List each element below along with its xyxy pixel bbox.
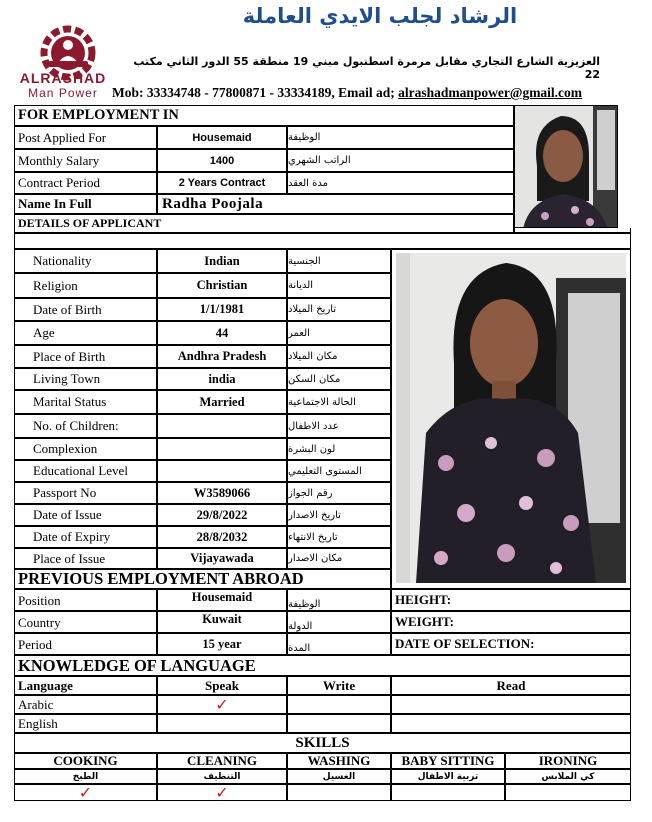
place-of-issue-label: Place of Issue (14, 548, 157, 569)
skill-baby-sitting-check-cell (391, 784, 505, 801)
children-value (157, 414, 287, 438)
skill-ironing-label: IRONING (505, 753, 631, 769)
marital-status-label: Marital Status (14, 390, 157, 414)
period-label: Period (14, 633, 157, 655)
education-arabic: المستوى التعليمي (287, 460, 391, 482)
period-value: 15 year (157, 633, 287, 655)
section-previous-employment: PREVIOUS EMPLOYMENT ABROAD (14, 569, 391, 589)
living-town-value: india (157, 368, 287, 390)
post-applied-value: Housemaid (157, 126, 287, 149)
height-field: HEIGHT: (391, 589, 631, 611)
place-of-issue-arabic: مكان الاصدار (287, 548, 391, 569)
marital-status-arabic: الحالة الاجتماعية (287, 390, 391, 414)
complexion-arabic: لون البشرة (287, 438, 391, 460)
section-details-of-applicant: DETAILS OF APPLICANT (14, 214, 514, 233)
section-skills: SKILLS (14, 733, 631, 753)
religion-value: Christian (157, 273, 287, 298)
portrait-small-image (515, 106, 618, 228)
education-label: Educational Level (14, 460, 157, 482)
nationality-label: Nationality (14, 249, 157, 273)
children-label: No. of Children: (14, 414, 157, 438)
religion-label: Religion (14, 273, 157, 298)
skill-ironing-check-cell (505, 784, 631, 801)
date-of-issue-arabic: تاريخ الاصدار (287, 504, 391, 526)
skill-washing-check-cell (287, 784, 391, 801)
portrait-large-image (396, 253, 626, 583)
marital-status-value: Married (157, 390, 287, 414)
country-arabic: الدولة (287, 611, 391, 633)
nationality-arabic: الجنسية (287, 249, 391, 273)
write-col-header: Write (287, 676, 391, 695)
contract-period-value: 2 Years Contract (157, 172, 287, 194)
age-label: Age (14, 321, 157, 345)
position-value: Housemaid (157, 589, 287, 611)
language-english-label: English (14, 714, 157, 733)
skill-cooking-label: COOKING (14, 753, 157, 769)
monthly-salary-label: Monthly Salary (14, 149, 157, 172)
place-of-birth-arabic: مكان الميلاد (287, 345, 391, 368)
monthly-salary-arabic: الراتب الشهري (287, 149, 514, 172)
portrait-photo-large (396, 253, 626, 583)
contact-phones: Mob: 33334748 - 77800871 - 33334189, Email ad; (112, 85, 399, 100)
skill-baby-sitting-label: BABY SITTING (391, 753, 505, 769)
full-name-value: Radha Poojala (157, 194, 514, 214)
age-value: 44 (157, 321, 287, 345)
position-label: Position (14, 589, 157, 611)
position-arabic: الوظيفة (287, 589, 391, 611)
date-of-issue-value: 29/8/2022 (157, 504, 287, 526)
skill-washing-label: WASHING (287, 753, 391, 769)
company-title-arabic: الرشاد لجلب الايدي العاملة (242, 4, 518, 28)
english-speak-cell (157, 714, 287, 733)
language-arabic-label: Arabic (14, 695, 157, 714)
complexion-label: Complexion (14, 438, 157, 460)
passport-no-arabic: رقم الجواز (287, 482, 391, 504)
section-knowledge-of-language: KNOWLEDGE OF LANGUAGE (14, 655, 631, 676)
living-town-arabic: مكان السكن (287, 368, 391, 390)
skill-cleaning-check-icon: ✓ (157, 784, 287, 801)
post-applied-arabic: الوظيفة (287, 126, 514, 149)
complexion-value (157, 438, 287, 460)
age-arabic: العمر (287, 321, 391, 345)
post-applied-label: Post Applied For (14, 126, 157, 149)
company-address-arabic: العزيزية الشارع التجاري مقابل مرمرة اسطنبول مبني 19 منطقة 55 الدور الثاني مكتب 22 (133, 55, 600, 81)
skill-cooking-check-icon: ✓ (14, 784, 157, 801)
skill-washing-arabic: الغسيل (287, 769, 391, 784)
nationality-value: Indian (157, 249, 287, 273)
language-col-header: Language (14, 676, 157, 695)
living-town-label: Living Town (14, 368, 157, 390)
contract-period-label: Contract Period (14, 172, 157, 194)
date-of-expiry-value: 28/8/2032 (157, 526, 287, 548)
date-of-expiry-arabic: تاريخ الانتهاء (287, 526, 391, 548)
arabic-speak-check-icon: ✓ (157, 695, 287, 714)
date-of-birth-arabic: تاريخ الميلاد (287, 298, 391, 321)
email-link[interactable]: alrashadmanpower@gmail.com (398, 85, 583, 100)
skill-cleaning-label: CLEANING (157, 753, 287, 769)
arabic-read-cell (391, 695, 631, 714)
speak-col-header: Speak (157, 676, 287, 695)
date-of-issue-label: Date of Issue (14, 504, 157, 526)
date-of-selection-field: DATE OF SELECTION: (391, 633, 631, 655)
monthly-salary-value: 1400 (157, 149, 287, 172)
passport-no-value: W3589066 (157, 482, 287, 504)
section-for-employment: FOR EMPLOYMENT IN (14, 105, 514, 126)
arabic-write-cell (287, 695, 391, 714)
english-read-cell (391, 714, 631, 733)
education-value (157, 460, 287, 482)
country-value: Kuwait (157, 611, 287, 633)
passport-no-label: Passport No (14, 482, 157, 504)
place-of-birth-value: Andhra Pradesh (157, 345, 287, 368)
read-col-header: Read (391, 676, 631, 695)
children-arabic: عدد الاطفال (287, 414, 391, 438)
country-label: Country (14, 611, 157, 633)
contract-period-arabic: مدة العقد (287, 172, 514, 194)
logo-tagline: Man Power (28, 86, 98, 100)
full-name-label: Name In Full (14, 194, 157, 214)
english-write-cell (287, 714, 391, 733)
religion-arabic: الديانة (287, 273, 391, 298)
logo-company-name: ALRASHAD (19, 70, 107, 86)
portrait-photo-small (514, 105, 618, 228)
date-of-expiry-label: Date of Expiry (14, 526, 157, 548)
spacer-row (14, 233, 631, 249)
date-of-birth-label: Date of Birth (14, 298, 157, 321)
weight-field: WEIGHT: (391, 611, 631, 633)
skill-baby-sitting-arabic: تربية الاطفال (391, 769, 505, 784)
period-arabic: المدة (287, 633, 391, 655)
place-of-birth-label: Place of Birth (14, 345, 157, 368)
contact-line (112, 85, 642, 101)
date-of-birth-value: 1/1/1981 (157, 298, 287, 321)
skill-cooking-arabic: الطبخ (14, 769, 157, 784)
skill-cleaning-arabic: التنظيف (157, 769, 287, 784)
place-of-issue-value: Vijayawada (157, 548, 287, 569)
skill-ironing-arabic: كي الملابس (505, 769, 631, 784)
